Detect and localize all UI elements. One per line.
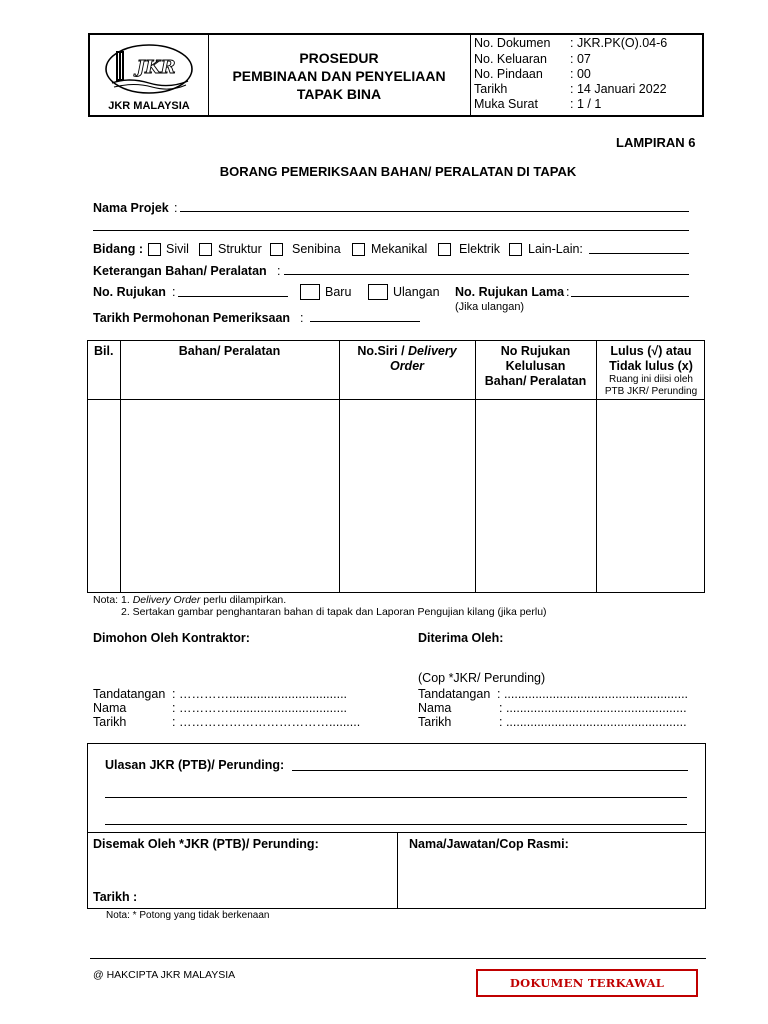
meta-label: Tarikh — [474, 82, 508, 96]
jkr-logo — [104, 43, 194, 97]
colon: : — [174, 201, 178, 215]
ulasan-label: Ulasan JKR (PTB)/ Perunding: — [105, 758, 285, 772]
right-sign-value[interactable]: : ..................................................... — [497, 687, 689, 701]
lain-lain-checkbox[interactable] — [509, 243, 522, 256]
ulasan-field-2[interactable] — [105, 797, 687, 798]
nota-1: Nota: 1. Delivery Order perlu dilampirkan. — [93, 594, 287, 606]
disemak-label: Disemak Oleh *JKR (PTB)/ Perunding: — [93, 837, 319, 851]
lain-lain-label: Lain-Lain: — [528, 242, 583, 256]
controlled-document-stamp: DOKUMEN TERKAWAL — [476, 969, 698, 997]
baru-checkbox[interactable] — [300, 284, 320, 300]
meta-label: No. Dokumen — [474, 36, 551, 50]
senibina-label: Senibina — [292, 242, 341, 256]
right-tarikh-label: Tarikh — [418, 715, 452, 729]
col-header-rujukan: No Rujukan Kelulusan Bahan/ Peralatan — [484, 344, 587, 388]
no-rujukan-lama-label: No. Rujukan Lama — [455, 285, 565, 299]
nota-bottom: Nota: * Potong yang tidak berkenaan — [106, 910, 270, 921]
lampiran-label: LAMPIRAN 6 — [616, 135, 696, 150]
right-nama-label: Nama — [418, 701, 452, 715]
ulangan-label: Ulangan — [393, 285, 440, 299]
tarikh-label: Tarikh : — [93, 890, 138, 904]
lain-lain-field[interactable] — [589, 253, 689, 254]
cop-label: (Cop *JKR/ Perunding) — [418, 671, 546, 685]
tarikh-permohonan-label: Tarikh Permohonan Pemeriksaan — [93, 311, 291, 325]
right-nama-value[interactable]: : .................................................... — [499, 701, 687, 715]
col-header-bahan: Bahan/ Peralatan — [178, 344, 281, 358]
ulasan-field-3[interactable] — [105, 824, 687, 825]
col-header-nosiri: No.Siri / Delivery Order — [357, 344, 457, 373]
no-rujukan-label: No. Rujukan — [93, 285, 166, 299]
meta-value: : 07 — [570, 52, 591, 66]
colon: : — [277, 264, 281, 278]
dimohon-label: Dimohon Oleh Kontraktor: — [93, 631, 250, 645]
colon: : — [300, 311, 304, 325]
jika-ulangan-note: (Jika ulangan) — [455, 301, 525, 313]
footer-divider — [90, 958, 706, 959]
title-line-3: TAPAK BINA — [296, 86, 382, 102]
nama-projek-label: Nama Projek — [93, 201, 169, 215]
left-sign-label: Tandatangan — [93, 687, 166, 701]
senibina-checkbox[interactable] — [270, 243, 283, 256]
sivil-checkbox[interactable] — [148, 243, 161, 256]
colon: : — [172, 285, 176, 299]
logo-cell — [90, 35, 209, 115]
meta-label: Muka Surat — [474, 97, 538, 111]
nama-projek-field-2[interactable] — [93, 230, 689, 231]
col-header-lulus: Lulus (√) atau Tidak lulus (x) Ruang ini diisi oleh PTB JKR/ Perunding — [604, 344, 698, 397]
no-rujukan-lama-field[interactable] — [571, 296, 689, 297]
elektrik-checkbox[interactable] — [438, 243, 451, 256]
document-meta — [470, 35, 702, 115]
meta-value: : 00 — [570, 67, 591, 81]
meta-value: : 1 / 1 — [570, 97, 602, 111]
title-line-1: PROSEDUR — [299, 50, 379, 66]
ulangan-checkbox[interactable] — [368, 284, 388, 300]
nama-jawatan-label: Nama/Jawatan/Cop Rasmi: — [409, 837, 569, 851]
right-sign-label: Tandatangan — [418, 687, 491, 701]
elektrik-label: Elektrik — [459, 242, 500, 256]
document-header — [88, 33, 704, 117]
right-tarikh-value[interactable]: : .................................................... — [499, 715, 687, 729]
struktur-checkbox[interactable] — [199, 243, 212, 256]
left-tarikh-value[interactable]: : ………………………………......... — [172, 715, 361, 729]
left-sign-value[interactable]: : ………….................................. — [172, 687, 348, 701]
no-rujukan-field[interactable] — [178, 296, 288, 297]
col-header-bil: Bil. — [94, 344, 114, 358]
left-nama-value[interactable]: : ………….................................. — [172, 701, 348, 715]
tarikh-permohonan-field[interactable] — [310, 321, 420, 322]
nota-2: 2. Sertakan gambar penghantaran bahan di tapak dan Laporan Pengujian kilang (jika perlu) — [121, 606, 547, 618]
logo-caption: JKR MALAYSIA — [108, 100, 190, 112]
sivil-label: Sivil — [166, 242, 189, 256]
mekanikal-checkbox[interactable] — [352, 243, 365, 256]
meta-value: : JKR.PK(O).04-6 — [570, 36, 668, 50]
keterangan-field[interactable] — [284, 274, 689, 275]
procedure-title — [208, 35, 471, 115]
baru-label: Baru — [325, 285, 352, 299]
meta-label: No. Pindaan — [474, 67, 543, 81]
form-title: BORANG PEMERIKSAAN BAHAN/ PERALATAN DI TAPAK — [219, 164, 577, 179]
diterima-label: Diterima Oleh: — [418, 631, 504, 645]
meta-label: No. Keluaran — [474, 52, 547, 66]
colon: : — [566, 285, 570, 299]
inspection-table — [87, 340, 705, 593]
ulasan-box — [87, 743, 706, 909]
keterangan-label: Keterangan Bahan/ Peralatan — [93, 264, 267, 278]
nama-projek-field[interactable] — [180, 211, 689, 212]
logo-mark: JKR — [136, 57, 176, 78]
copyright: @ HAKCIPTA JKR MALAYSIA — [93, 969, 236, 981]
meta-value: : 14 Januari 2022 — [570, 82, 667, 96]
title-line-2: PEMBINAAN DAN PENYELIAAN — [232, 68, 446, 84]
struktur-label: Struktur — [218, 242, 262, 256]
ulasan-field-1[interactable] — [292, 770, 688, 771]
mekanikal-label: Mekanikal — [371, 242, 428, 256]
bidang-label: Bidang : — [93, 242, 143, 256]
left-nama-label: Nama — [93, 701, 127, 715]
left-tarikh-label: Tarikh — [93, 715, 127, 729]
